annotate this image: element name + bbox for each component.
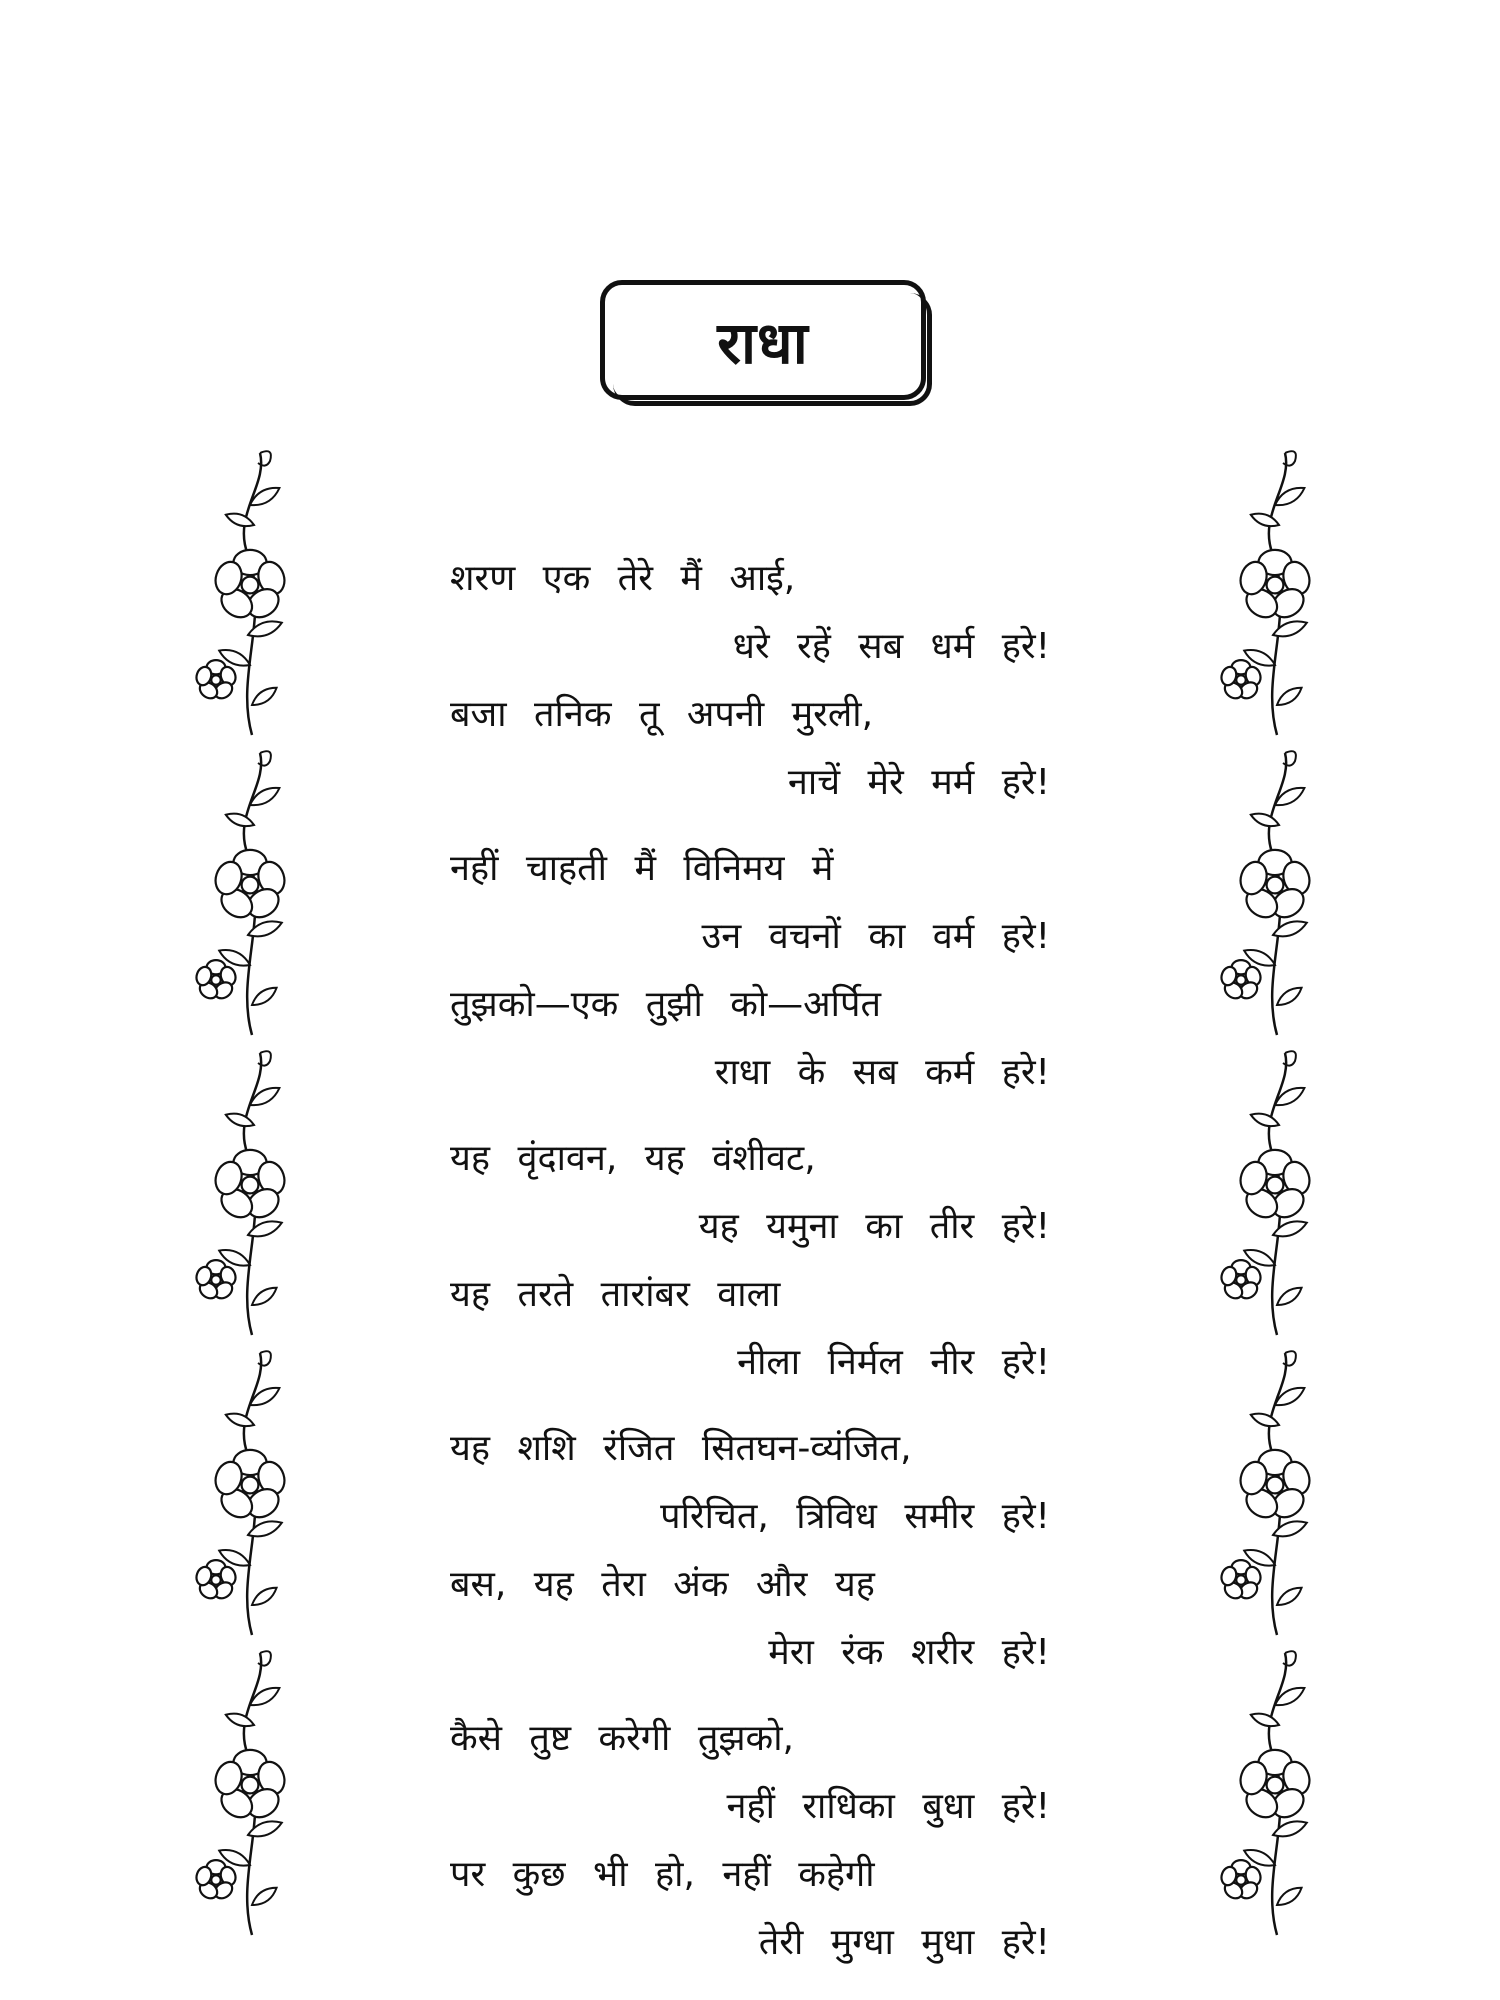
- leaf-icon: [252, 1288, 277, 1305]
- small-flower-icon: [1219, 1260, 1263, 1301]
- leaf-icon: [1251, 514, 1279, 527]
- small-flower-icon: [194, 1860, 238, 1901]
- flower-icon: [1237, 1450, 1314, 1523]
- small-flower-icon: [194, 1260, 238, 1301]
- leaf-icon: [252, 1588, 277, 1605]
- right-floral-border: [1205, 445, 1345, 1985]
- leaf-icon: [1251, 1114, 1279, 1127]
- poem-line: बस, यह तेरा अंक और यह: [450, 1564, 875, 1605]
- poem-line: नहीं राधिका बुधा हरे!: [726, 1786, 1050, 1827]
- leaf-icon: [226, 1714, 254, 1727]
- left-floral-border: [180, 445, 320, 1985]
- poem-line: नीला निर्मल नीर हरे!: [737, 1342, 1050, 1383]
- flower-icon: [212, 1750, 289, 1823]
- leaf-icon: [252, 1888, 277, 1905]
- poem-line: यह शशि रंजित सितघन-व्यंजित,: [450, 1428, 912, 1469]
- leaf-icon: [1277, 1888, 1302, 1905]
- leaf-icon: [252, 988, 277, 1005]
- small-flower-icon: [194, 1560, 238, 1601]
- leaf-icon: [226, 814, 254, 827]
- leaf-icon: [226, 1414, 254, 1427]
- stanza: [450, 835, 1050, 1107]
- poem-line: नाचें मेरे मर्म हरे!: [787, 762, 1050, 803]
- vine-motif: [194, 1651, 288, 1935]
- poem-line: यह यमुना का तीर हरे!: [698, 1206, 1050, 1247]
- poem-line: परिचित, त्रिविध समीर हरे!: [660, 1496, 1050, 1537]
- poem: [450, 545, 1050, 1995]
- poem-line: पर कुछ भी हो, नहीं कहेगी: [450, 1854, 875, 1895]
- poem-line: राधा के सब कर्म हरे!: [714, 1052, 1050, 1093]
- leaf-icon: [1277, 988, 1302, 1005]
- vine-motif: [194, 1351, 288, 1635]
- floral-vine-icon: [180, 445, 320, 1985]
- poem-line: कैसे तुष्ट करेगी तुझको,: [450, 1718, 794, 1759]
- page-title: राधा: [717, 308, 809, 377]
- flower-icon: [1237, 550, 1314, 623]
- floral-vine-icon: [1205, 445, 1345, 1985]
- small-flower-icon: [1219, 1560, 1263, 1601]
- leaf-icon: [1277, 1588, 1302, 1605]
- poem-line: तुझको—एक तुझी को—अर्पित: [450, 984, 881, 1025]
- poem-line: मेरा रंक शरीर हरे!: [768, 1632, 1050, 1673]
- poem-line: तेरी मुग्धा मुधा हरे!: [758, 1922, 1050, 1963]
- stanza: [450, 1125, 1050, 1397]
- vine-motif: [194, 751, 288, 1035]
- leaf-icon: [1277, 1288, 1302, 1305]
- flower-icon: [1237, 850, 1314, 923]
- title-box: [600, 280, 926, 400]
- poem-line: यह तरते तारांबर वाला: [450, 1274, 781, 1315]
- stanza: [450, 545, 1050, 817]
- small-flower-icon: [1219, 960, 1263, 1001]
- leaf-icon: [252, 688, 277, 705]
- leaf-icon: [1277, 688, 1302, 705]
- leaf-icon: [1251, 1714, 1279, 1727]
- small-flower-icon: [1219, 660, 1263, 701]
- leaf-icon: [1251, 814, 1279, 827]
- flower-icon: [212, 1450, 289, 1523]
- vine-motif: [194, 1051, 288, 1335]
- stanza: [450, 1705, 1050, 1977]
- leaf-icon: [226, 1114, 254, 1127]
- vine-motif: [1219, 1651, 1313, 1935]
- poem-line: बजा तनिक तू अपनी मुरली,: [450, 694, 874, 735]
- vine-motif: [194, 451, 288, 735]
- flower-icon: [1237, 1150, 1314, 1223]
- small-flower-icon: [1219, 1860, 1263, 1901]
- leaf-icon: [1251, 1414, 1279, 1427]
- small-flower-icon: [194, 660, 238, 701]
- vine-motif: [1219, 1051, 1313, 1335]
- flower-icon: [212, 1150, 289, 1223]
- poem-line: उन वचनों का वर्म हरे!: [701, 916, 1050, 957]
- flower-icon: [1237, 1750, 1314, 1823]
- poem-line: यह वृंदावन, यह वंशीवट,: [450, 1138, 816, 1179]
- small-flower-icon: [194, 960, 238, 1001]
- flower-icon: [212, 850, 289, 923]
- poem-line: नहीं चाहती मैं विनिमय में: [450, 848, 834, 889]
- vine-motif: [1219, 451, 1313, 735]
- flower-icon: [212, 550, 289, 623]
- poem-line: धरे रहें सब धर्म हरे!: [732, 626, 1050, 667]
- vine-motif: [1219, 751, 1313, 1035]
- vine-motif: [1219, 1351, 1313, 1635]
- poem-line: शरण एक तेरे मैं आई,: [450, 558, 796, 599]
- leaf-icon: [226, 514, 254, 527]
- stanza: [450, 1415, 1050, 1687]
